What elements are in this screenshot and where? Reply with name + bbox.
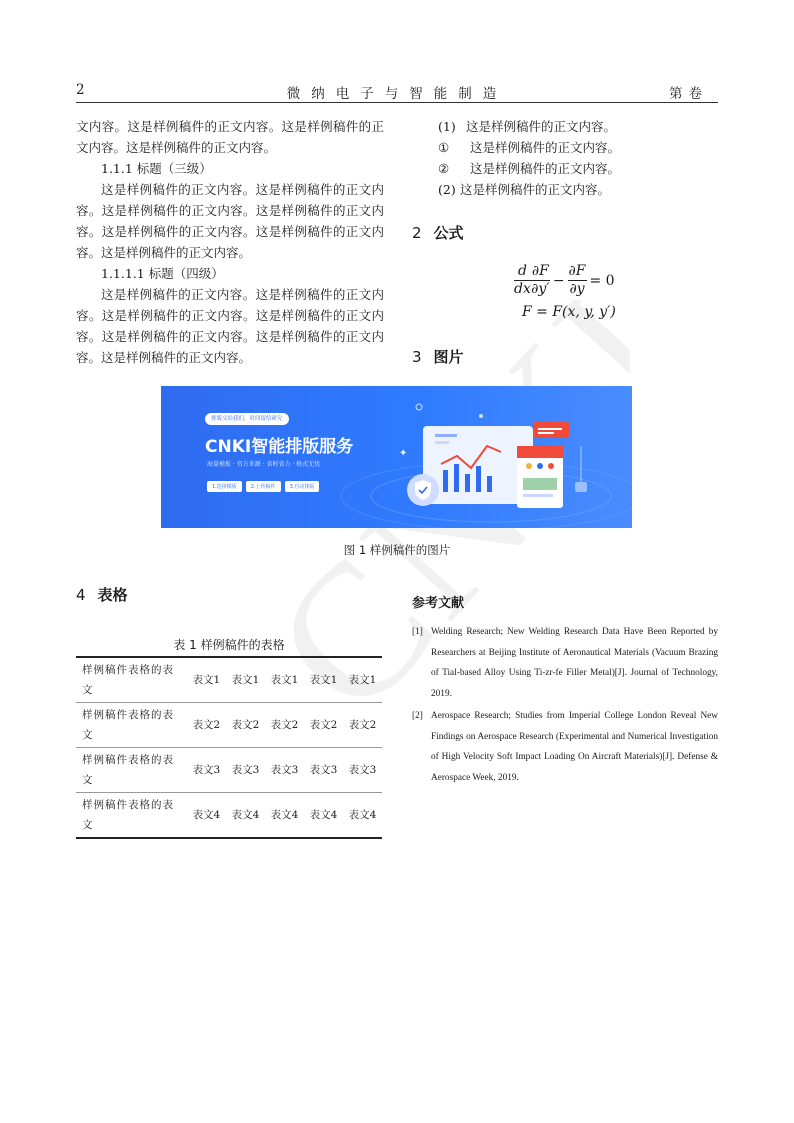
numerator: ∂F: [531, 263, 549, 279]
table-cell: 表文4: [348, 809, 377, 821]
banner-step: 1.选择模板: [207, 481, 242, 492]
journal-name: 微纳电子与智能制造: [286, 86, 508, 102]
table-row-header: 样例稿件表格的表文: [82, 799, 174, 831]
list-marker: (1): [438, 119, 456, 134]
table-cell: 表文3: [309, 764, 338, 776]
references-heading: 参考文献: [412, 596, 465, 611]
table-cell: 表文1: [192, 674, 221, 686]
heading-level-4: 1.1.1.1 标题（四级）: [101, 266, 224, 281]
denominator: dx: [514, 281, 531, 297]
list-text: 这是样例稿件的正文内容。: [466, 119, 617, 134]
table-cell: 表文3: [270, 764, 299, 776]
svg-text:✦: ✦: [399, 448, 408, 459]
heading-level-3: 1.1.1 标题（三级）: [101, 161, 212, 176]
table-cell: 表文1: [270, 674, 299, 686]
table-caption: 表 1 样例稿件的表格: [173, 638, 285, 652]
reference-text: Welding Research; New Welding Research Data Have Been Reported by Researchers at Beijing Institute of Aeronautical Materials (Vacuum Brazing of Tial-based Alloy Using Ti-zr-fe Filler Metal)[J]. Journal of Technology, 2019.: [431, 627, 718, 699]
section-heading-formula: [412, 222, 464, 243]
table-cell: 表文3: [231, 764, 260, 776]
denominator: ∂y′: [531, 281, 550, 297]
table-cell: 表文4: [192, 809, 221, 821]
table-cell: 表文3: [348, 764, 377, 776]
section-title: 图片: [433, 348, 464, 366]
section-title: 表格: [97, 586, 128, 604]
list-marker: ①: [438, 140, 450, 155]
body-paragraph: 文内容。这是样例稿件的正文内容。这是样例稿件的正文内容。这是样例稿件的正文内容。: [76, 119, 384, 155]
numerator: ∂F: [568, 263, 586, 279]
reference-number: [2]: [412, 711, 423, 721]
table-cell: 表文2: [231, 719, 260, 731]
banner-subtitle: 海量模板 · 官方来源 · 省时省力 · 格式无忧: [207, 461, 321, 468]
table-row-header: 样例稿件表格的表文: [82, 664, 174, 696]
sample-table: [76, 656, 382, 839]
table-row: [76, 748, 382, 793]
table-cell: 表文1: [231, 674, 260, 686]
equation-1: [514, 263, 615, 298]
table-cell: 表文1: [309, 674, 338, 686]
fraction: [514, 263, 531, 298]
left-column: [76, 116, 384, 368]
banner-step: 3.自动排版: [285, 481, 320, 492]
volume-label: 第卷: [669, 86, 708, 102]
body-paragraph: 这是样例稿件的正文内容。这是样例稿件的正文内容。这是样例稿件的正文内容。这是样例稿件的正文内容。这是样例稿件的正文内容。这是样例稿件的正文内容。这是样例稿件的正文内容。: [76, 182, 384, 260]
fraction: [568, 263, 587, 298]
section-heading-table: [76, 584, 128, 605]
figure-caption: 图 1 样例稿件的图片: [343, 543, 451, 557]
banner-step: 2.上传稿件: [246, 481, 281, 492]
list-text: 这是样例稿件的正文内容。: [460, 182, 611, 197]
list-marker: (2): [438, 182, 456, 197]
table-cell: 表文1: [348, 674, 377, 686]
section-title: 公式: [433, 224, 464, 242]
equation-rhs: = 0: [589, 272, 615, 289]
table-cell: 表文4: [270, 809, 299, 821]
section-number: 3: [412, 348, 422, 366]
numerator: d: [514, 263, 531, 281]
table-row: [76, 703, 382, 748]
fraction: [531, 263, 550, 298]
list-item: [412, 116, 718, 137]
table-cell: 表文2: [309, 719, 338, 731]
reference-text: Aerospace Research; Studies from Imperial College London Reveal New Findings on Aerospace Research (Experimental and Numerical Investigation of High Velocity Soft Impact Loading On Aircraft Materials)[J]. Defense & Aerospace Week, 2019.: [431, 711, 718, 783]
list-item: [412, 179, 718, 200]
table-cell: 表文2: [270, 719, 299, 731]
dashboard-illustration: [161, 386, 632, 528]
banner-pill: 排版交给我们，时间留给研究: [205, 413, 289, 425]
table-cell: 表文3: [192, 764, 221, 776]
table-row-header: 样例稿件表格的表文: [82, 709, 174, 741]
list-text: 这是样例稿件的正文内容。: [470, 161, 621, 176]
reference-number: [1]: [412, 627, 423, 637]
table-row: [76, 657, 382, 703]
list-marker: ②: [438, 161, 450, 176]
section-number: 4: [76, 586, 86, 604]
table-cell: 表文2: [348, 719, 377, 731]
page-number: 2: [76, 82, 85, 98]
body-paragraph: 这是样例稿件的正文内容。这是样例稿件的正文内容。这是样例稿件的正文内容。这是样例稿件的正文内容。这是样例稿件的正文内容。这是样例稿件的正文内容。这是样例稿件的正文内容。: [76, 287, 384, 365]
table-cell: 表文4: [231, 809, 260, 821]
banner-title: CNKI智能排版服务: [205, 437, 354, 457]
table-row: [76, 793, 382, 839]
section-number: 2: [412, 224, 422, 242]
running-header: [76, 82, 718, 103]
reference-item: [412, 622, 718, 704]
reference-item: [412, 706, 718, 788]
list-item: [412, 137, 718, 158]
table-row-header: 样例稿件表格的表文: [82, 754, 174, 786]
references-list: [412, 622, 718, 790]
figure-banner-image: [161, 386, 632, 528]
table-cell: 表文2: [192, 719, 221, 731]
minus-sign: −: [552, 272, 565, 289]
list-text: 这是样例稿件的正文内容。: [470, 140, 621, 155]
equation-2: F = F(x, y, y′): [522, 304, 616, 320]
table-cell: 表文4: [309, 809, 338, 821]
denominator: ∂y: [569, 281, 585, 297]
section-heading-figure: [412, 346, 464, 367]
right-column: [412, 116, 718, 200]
list-item: [412, 158, 718, 179]
